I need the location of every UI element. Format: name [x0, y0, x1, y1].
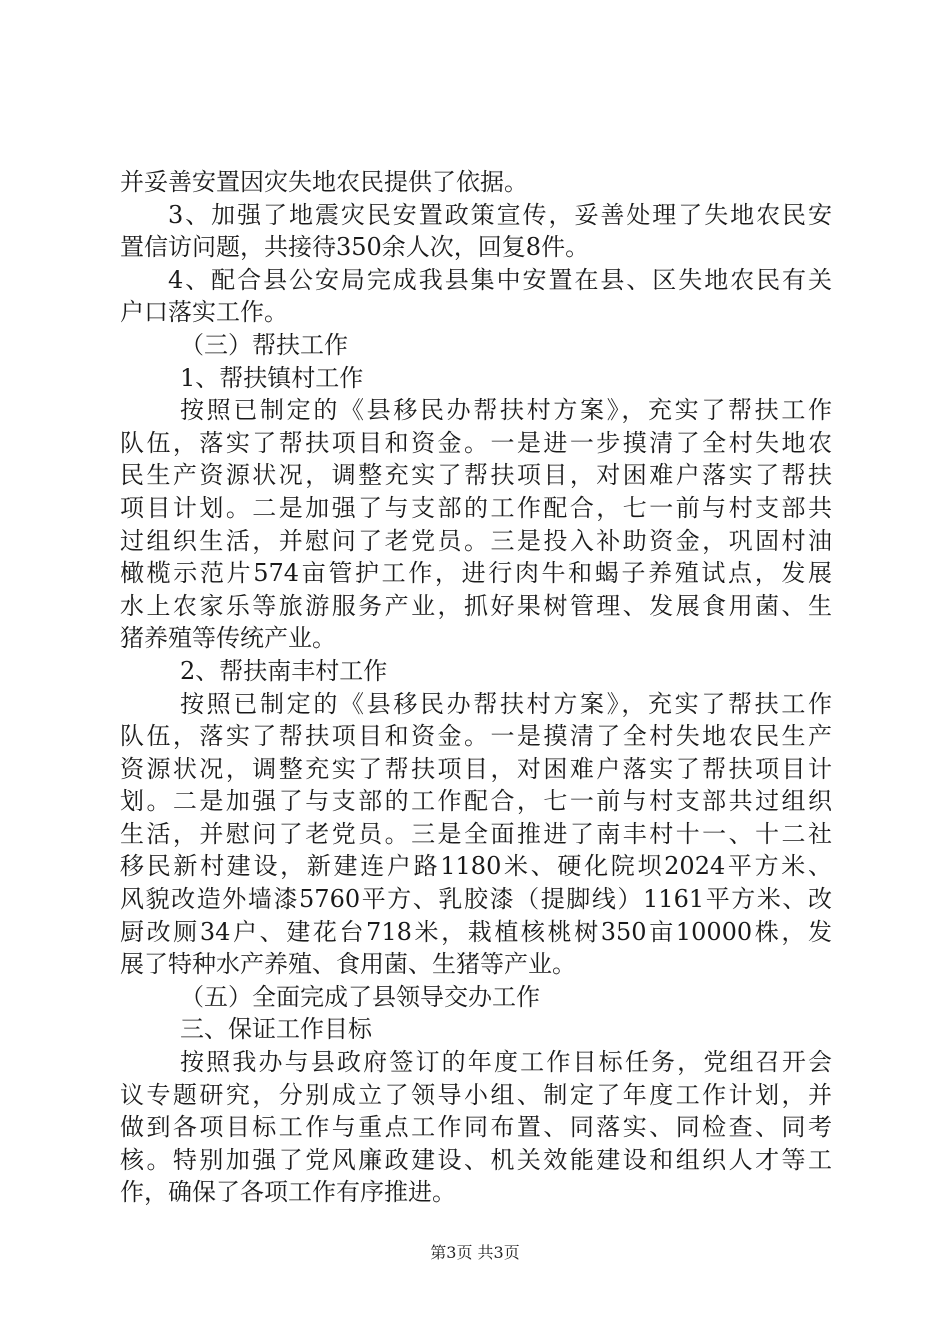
text-line: 风貌改造外墙漆5760平方、乳胶漆（提脚线）1161平方米、改 — [120, 885, 832, 914]
section-heading: 三、保证工作目标 — [180, 1015, 372, 1044]
text-line: 按照已制定的《县移民办帮扶村方案》，充实了帮扶工作 — [180, 689, 832, 718]
text-line: 做到各项目标工作与重点工作同布置、同落实、同检查、同考 — [120, 1113, 832, 1142]
section-heading: （五）全面完成了县领导交办工作 — [180, 982, 540, 1011]
text-line: 厨改厕34户、建花台718米，栽植核桃树350亩10000株，发 — [120, 917, 832, 946]
text-line: 展了特种水产养殖、食用菌、生猪等产业。 — [120, 950, 576, 979]
text-line: 按照我办与县政府签订的年度工作目标任务，党组召开会 — [180, 1048, 832, 1077]
text-line: 议专题研究，分别成立了领导小组、制定了年度工作计划，并 — [120, 1080, 832, 1109]
text-line: 户口落实工作。 — [120, 298, 288, 327]
text-line: 资源状况，调整充实了帮扶项目，对困难户落实了帮扶项目计 — [120, 754, 832, 783]
text-line: 项目计划。二是加强了与支部的工作配合，七一前与村支部共 — [120, 493, 832, 522]
text-line: 作，确保了各项工作有序推进。 — [120, 1178, 456, 1207]
text-line: 3、加强了地震灾民安置政策宣传，妥善处理了失地农民安 — [168, 200, 832, 229]
page-number-footer: 第3页 共3页 — [430, 1243, 520, 1262]
text-line: 核。特别加强了党风廉政建设、机关效能建设和组织人才等工 — [120, 1145, 832, 1174]
text-line: 4、配合县公安局完成我县集中安置在县、区失地农民有关 — [168, 265, 832, 294]
document-body — [120, 166, 832, 1209]
text-line: 过组织生活，并慰问了老党员。三是投入补助资金，巩固村油 — [120, 526, 832, 555]
text-line: 猪养殖等传统产业。 — [120, 624, 336, 653]
subsection-heading: 1、帮扶镇村工作 — [180, 363, 364, 392]
text-line: 并妥善安置因灾失地农民提供了依据。 — [120, 168, 528, 196]
text-line: 生活，并慰问了老党员。三是全面推进了南丰村十一、十二社 — [120, 819, 832, 848]
text-line: 队伍，落实了帮扶项目和资金。一是进一步摸清了全村失地农 — [120, 428, 832, 457]
text-line: 橄榄示范片574亩管护工作，进行肉牛和蝎子养殖试点，发展 — [120, 559, 832, 588]
text-line: 队伍，落实了帮扶项目和资金。一是摸清了全村失地农民生产 — [120, 722, 832, 751]
section-heading: （三）帮扶工作 — [180, 330, 348, 359]
text-line: 移民新村建设，新建连户路1180米、硬化院坝2024平方米、 — [120, 852, 832, 881]
text-line: 置信访问题，共接待350余人次，回复8件。 — [120, 233, 590, 262]
text-line: 按照已制定的《县移民办帮扶村方案》，充实了帮扶工作 — [180, 396, 832, 425]
text-line: 民生产资源状况，调整充实了帮扶项目，对困难户落实了帮扶 — [120, 461, 832, 490]
text-line: 划。二是加强了与支部的工作配合，七一前与村支部共过组织 — [120, 787, 832, 816]
text-line: 水上农家乐等旅游服务产业，抓好果树管理、发展食用菌、生 — [120, 591, 832, 620]
subsection-heading: 2、帮扶南丰村工作 — [180, 656, 388, 685]
